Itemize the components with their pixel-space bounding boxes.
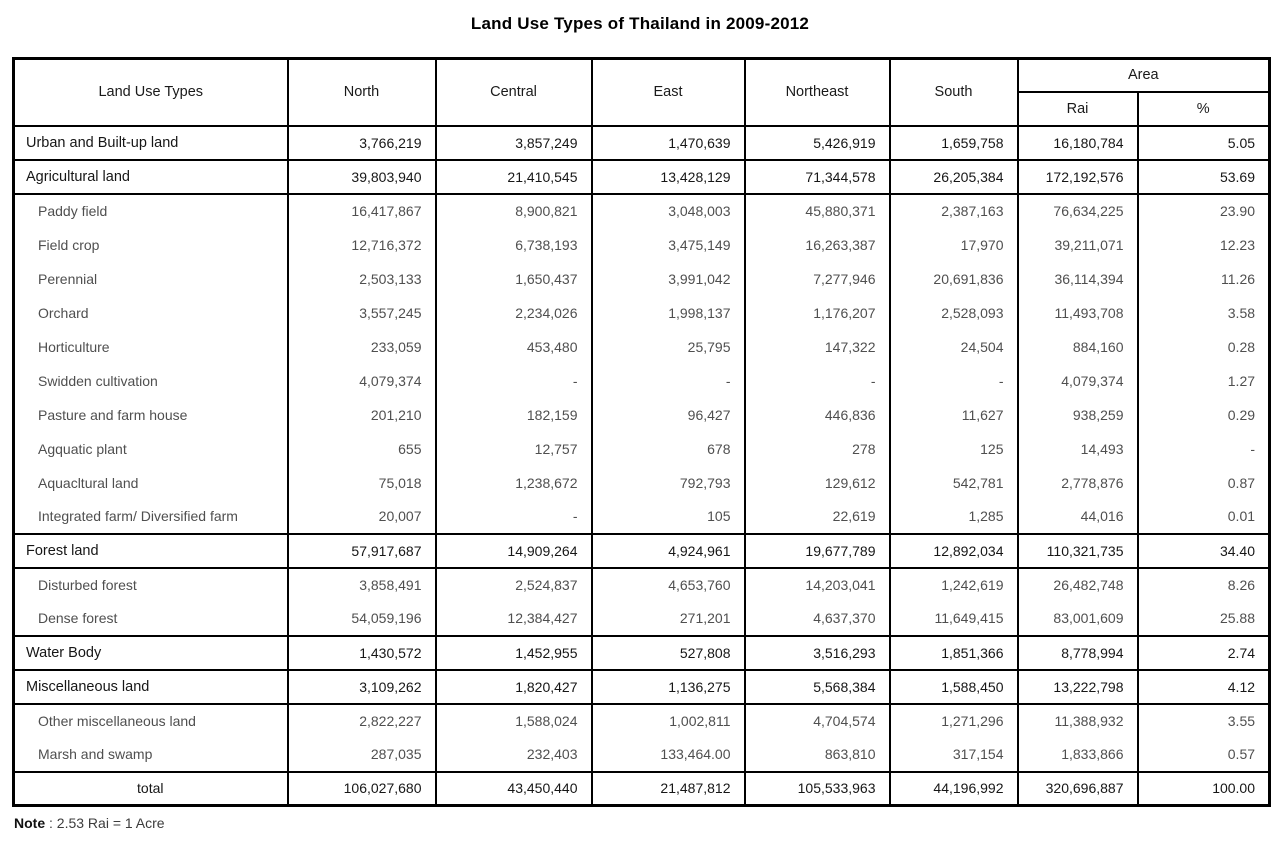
- cell-value: 12,384,427: [436, 602, 592, 636]
- table-row: [14, 704, 1270, 738]
- cell-value: 4,704,574: [745, 704, 890, 738]
- cell-value: 106,027,680: [288, 772, 436, 806]
- cell-value: 16,417,867: [288, 194, 436, 228]
- table-row: [14, 772, 1270, 806]
- cell-value: 110,321,735: [1018, 534, 1138, 568]
- cell-value: 1,998,137: [592, 296, 745, 330]
- cell-value: 71,344,578: [745, 160, 890, 194]
- cell-value: 271,201: [592, 602, 745, 636]
- cell-value: 2,822,227: [288, 704, 436, 738]
- cell-value: 278: [745, 432, 890, 466]
- cell-value: 57,917,687: [288, 534, 436, 568]
- cell-value: 938,259: [1018, 398, 1138, 432]
- cell-value: 5,568,384: [745, 670, 890, 704]
- table-row: [14, 194, 1270, 228]
- cell-value: 446,836: [745, 398, 890, 432]
- cell-value: 14,203,041: [745, 568, 890, 602]
- cell-value: 11,627: [890, 398, 1018, 432]
- cell-value: 1.27: [1138, 364, 1270, 398]
- cell-value: -: [436, 500, 592, 534]
- cell-value: 3,766,219: [288, 126, 436, 160]
- cell-value: -: [592, 364, 745, 398]
- cell-value: 76,634,225: [1018, 194, 1138, 228]
- cell-value: 4,653,760: [592, 568, 745, 602]
- table-row: [14, 330, 1270, 364]
- header-east: East: [592, 59, 745, 126]
- cell-value: 3.55: [1138, 704, 1270, 738]
- header-south: South: [890, 59, 1018, 126]
- page-title: Land Use Types of Thailand in 2009-2012: [470, 14, 810, 33]
- row-label: Aquacltural land: [14, 466, 288, 500]
- cell-value: 4.12: [1138, 670, 1270, 704]
- cell-value: 1,452,955: [436, 636, 592, 670]
- cell-value: 3,991,042: [592, 262, 745, 296]
- cell-value: 1,650,437: [436, 262, 592, 296]
- cell-value: 39,803,940: [288, 160, 436, 194]
- cell-value: 3,858,491: [288, 568, 436, 602]
- cell-value: 3,857,249: [436, 126, 592, 160]
- cell-value: 13,222,798: [1018, 670, 1138, 704]
- cell-value: 20,691,836: [890, 262, 1018, 296]
- cell-value: 105: [592, 500, 745, 534]
- cell-value: 1,833,866: [1018, 738, 1138, 772]
- cell-value: -: [745, 364, 890, 398]
- row-label: Perennial: [14, 262, 288, 296]
- cell-value: 16,180,784: [1018, 126, 1138, 160]
- row-label: Field crop: [14, 228, 288, 262]
- cell-value: 6,738,193: [436, 228, 592, 262]
- cell-value: 1,242,619: [890, 568, 1018, 602]
- row-label: Paddy field: [14, 194, 288, 228]
- cell-value: 11.26: [1138, 262, 1270, 296]
- cell-value: 8,900,821: [436, 194, 592, 228]
- cell-value: 655: [288, 432, 436, 466]
- cell-value: 542,781: [890, 466, 1018, 500]
- cell-value: 3,475,149: [592, 228, 745, 262]
- cell-value: 17,970: [890, 228, 1018, 262]
- cell-value: 83,001,609: [1018, 602, 1138, 636]
- row-label: Marsh and swamp: [14, 738, 288, 772]
- cell-value: 133,464.00: [592, 738, 745, 772]
- cell-value: 2,234,026: [436, 296, 592, 330]
- cell-value: 0.01: [1138, 500, 1270, 534]
- cell-value: 13,428,129: [592, 160, 745, 194]
- cell-value: 884,160: [1018, 330, 1138, 364]
- cell-value: 3,557,245: [288, 296, 436, 330]
- cell-value: 1,588,450: [890, 670, 1018, 704]
- cell-value: 100.00: [1138, 772, 1270, 806]
- row-label: Horticulture: [14, 330, 288, 364]
- cell-value: 44,196,992: [890, 772, 1018, 806]
- cell-value: 2,387,163: [890, 194, 1018, 228]
- header-central: Central: [436, 59, 592, 126]
- cell-value: 21,410,545: [436, 160, 592, 194]
- table-note: [14, 815, 1268, 831]
- cell-value: 22,619: [745, 500, 890, 534]
- cell-value: 678: [592, 432, 745, 466]
- cell-value: 172,192,576: [1018, 160, 1138, 194]
- cell-value: 1,588,024: [436, 704, 592, 738]
- cell-value: 317,154: [890, 738, 1018, 772]
- cell-value: 14,909,264: [436, 534, 592, 568]
- table-row: [14, 738, 1270, 772]
- cell-value: 1,659,758: [890, 126, 1018, 160]
- cell-value: 7,277,946: [745, 262, 890, 296]
- cell-value: 1,136,275: [592, 670, 745, 704]
- row-label: Pasture and farm house: [14, 398, 288, 432]
- cell-value: 34.40: [1138, 534, 1270, 568]
- cell-value: 21,487,812: [592, 772, 745, 806]
- table-row: [14, 364, 1270, 398]
- note-text: : 2.53 Rai = 1 Acre: [45, 815, 165, 831]
- cell-value: -: [436, 364, 592, 398]
- cell-value: 0.87: [1138, 466, 1270, 500]
- cell-value: 54,059,196: [288, 602, 436, 636]
- header-area: Area: [1018, 59, 1270, 92]
- cell-value: 182,159: [436, 398, 592, 432]
- cell-value: 2,524,837: [436, 568, 592, 602]
- row-label: Disturbed forest: [14, 568, 288, 602]
- cell-value: 0.28: [1138, 330, 1270, 364]
- cell-value: 453,480: [436, 330, 592, 364]
- land-use-table: [12, 57, 1271, 807]
- cell-value: 12,757: [436, 432, 592, 466]
- table-row: [14, 534, 1270, 568]
- row-label: Orchard: [14, 296, 288, 330]
- cell-value: 1,430,572: [288, 636, 436, 670]
- cell-value: 19,677,789: [745, 534, 890, 568]
- cell-value: 4,924,961: [592, 534, 745, 568]
- cell-value: 4,079,374: [1018, 364, 1138, 398]
- row-label: Agquatic plant: [14, 432, 288, 466]
- table-row: [14, 670, 1270, 704]
- cell-value: 2,528,093: [890, 296, 1018, 330]
- cell-value: 16,263,387: [745, 228, 890, 262]
- cell-value: 25,795: [592, 330, 745, 364]
- row-label: Urban and Built-up land: [14, 126, 288, 160]
- row-label: Forest land: [14, 534, 288, 568]
- row-label: Miscellaneous land: [14, 670, 288, 704]
- cell-value: 5.05: [1138, 126, 1270, 160]
- table-row: [14, 602, 1270, 636]
- cell-value: 14,493: [1018, 432, 1138, 466]
- table-row: [14, 228, 1270, 262]
- header-row-top: [14, 59, 1270, 92]
- cell-value: 0.57: [1138, 738, 1270, 772]
- cell-value: 4,079,374: [288, 364, 436, 398]
- header-percent: %: [1138, 92, 1270, 126]
- cell-value: 44,016: [1018, 500, 1138, 534]
- cell-value: 105,533,963: [745, 772, 890, 806]
- cell-value: 1,238,672: [436, 466, 592, 500]
- cell-value: 1,271,296: [890, 704, 1018, 738]
- table-row: [14, 262, 1270, 296]
- cell-value: 26,482,748: [1018, 568, 1138, 602]
- cell-value: 320,696,887: [1018, 772, 1138, 806]
- table-row: [14, 466, 1270, 500]
- cell-value: 2,503,133: [288, 262, 436, 296]
- table-row: [14, 398, 1270, 432]
- cell-value: 26,205,384: [890, 160, 1018, 194]
- cell-value: 2.74: [1138, 636, 1270, 670]
- cell-value: 11,649,415: [890, 602, 1018, 636]
- cell-value: 1,002,811: [592, 704, 745, 738]
- cell-value: 1,176,207: [745, 296, 890, 330]
- cell-value: 3,109,262: [288, 670, 436, 704]
- cell-value: 1,820,427: [436, 670, 592, 704]
- cell-value: 3,516,293: [745, 636, 890, 670]
- row-label: Agricultural land: [14, 160, 288, 194]
- cell-value: 12,716,372: [288, 228, 436, 262]
- row-label: Water Body: [14, 636, 288, 670]
- cell-value: 3.58: [1138, 296, 1270, 330]
- cell-value: 0.29: [1138, 398, 1270, 432]
- cell-value: 1,285: [890, 500, 1018, 534]
- cell-value: 23.90: [1138, 194, 1270, 228]
- note-label: Note: [14, 815, 46, 831]
- cell-value: -: [890, 364, 1018, 398]
- cell-value: 1,851,366: [890, 636, 1018, 670]
- header-rai: Rai: [1018, 92, 1138, 126]
- table-row: [14, 126, 1270, 160]
- cell-value: 11,493,708: [1018, 296, 1138, 330]
- cell-value: 39,211,071: [1018, 228, 1138, 262]
- row-label: Dense forest: [14, 602, 288, 636]
- cell-value: 125: [890, 432, 1018, 466]
- table-row: [14, 432, 1270, 466]
- cell-value: 36,114,394: [1018, 262, 1138, 296]
- cell-value: 863,810: [745, 738, 890, 772]
- row-label: total: [14, 772, 288, 806]
- table-row: [14, 568, 1270, 602]
- table-row: [14, 636, 1270, 670]
- cell-value: 201,210: [288, 398, 436, 432]
- cell-value: 53.69: [1138, 160, 1270, 194]
- cell-value: 792,793: [592, 466, 745, 500]
- cell-value: 11,388,932: [1018, 704, 1138, 738]
- cell-value: 75,018: [288, 466, 436, 500]
- cell-value: 20,007: [288, 500, 436, 534]
- header-land-use-types: Land Use Types: [14, 59, 288, 126]
- row-label: Other miscellaneous land: [14, 704, 288, 738]
- cell-value: 233,059: [288, 330, 436, 364]
- cell-value: 8,778,994: [1018, 636, 1138, 670]
- cell-value: 43,450,440: [436, 772, 592, 806]
- cell-value: 25.88: [1138, 602, 1270, 636]
- cell-value: 3,048,003: [592, 194, 745, 228]
- row-label: Integrated farm/ Diversified farm: [14, 500, 288, 534]
- cell-value: 1,470,639: [592, 126, 745, 160]
- cell-value: 4,637,370: [745, 602, 890, 636]
- header-north: North: [288, 59, 436, 126]
- cell-value: 527,808: [592, 636, 745, 670]
- cell-value: 12.23: [1138, 228, 1270, 262]
- cell-value: 129,612: [745, 466, 890, 500]
- cell-value: 5,426,919: [745, 126, 890, 160]
- cell-value: 147,322: [745, 330, 890, 364]
- row-label: Swidden cultivation: [14, 364, 288, 398]
- table-row: [14, 160, 1270, 194]
- cell-value: -: [1138, 432, 1270, 466]
- cell-value: 232,403: [436, 738, 592, 772]
- table-row: [14, 296, 1270, 330]
- cell-value: 2,778,876: [1018, 466, 1138, 500]
- cell-value: 287,035: [288, 738, 436, 772]
- cell-value: 45,880,371: [745, 194, 890, 228]
- cell-value: 8.26: [1138, 568, 1270, 602]
- header-northeast: Northeast: [745, 59, 890, 126]
- cell-value: 96,427: [592, 398, 745, 432]
- table-row: [14, 500, 1270, 534]
- cell-value: 12,892,034: [890, 534, 1018, 568]
- cell-value: 24,504: [890, 330, 1018, 364]
